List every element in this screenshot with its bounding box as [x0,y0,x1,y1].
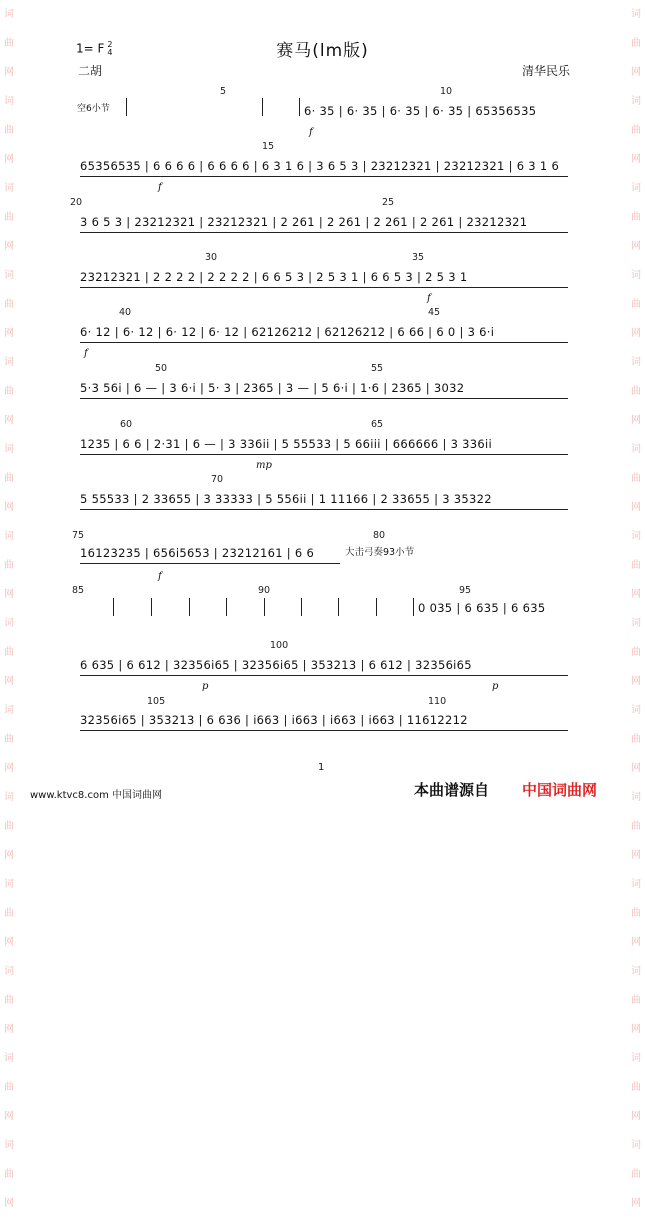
page-number: 1 [318,762,325,773]
measure-number: 15 [262,141,275,152]
notation-row [80,215,568,232]
notation-text: 1235 | 6 6 | 2·31 | 6 — | 3 336ii | 5 55533 | 5 66iii | 666666 | 3 336ii [80,437,492,451]
measure-number: 110 [428,696,447,707]
measure-number: 75 [72,530,85,541]
measure-number: 55 [371,363,384,374]
measure-number: 20 [70,197,83,208]
beam-line [80,342,568,343]
watermark-left: 词曲网词曲网词曲网词曲网词曲网词曲网词曲网词曲网词曲网词曲网词曲网词曲网词曲网词曲网 [4,9,14,1209]
measure-number: 100 [270,640,289,651]
measure-number: 105 [147,696,166,707]
barline [376,598,377,616]
time-signature [107,41,112,57]
beam-line [80,287,568,288]
notation-text: 6· 12 | 6· 12 | 6· 12 | 6· 12 | 62126212 | 62126212 | 6 66 | 6 0 | 3 6·i [80,325,495,339]
watermark-right: 词曲网词曲网词曲网词曲网词曲网词曲网词曲网词曲网词曲网词曲网词曲网词曲网词曲网词曲网 [631,9,641,1209]
beam-line [80,563,340,564]
notation-row [418,601,568,618]
annotation-note: 大击弓奏93小节 [345,547,415,558]
dynamic-mark: f [427,293,431,304]
footer-source: 本曲谱源自 [414,781,490,799]
notation-row [80,658,568,675]
measure-number: 35 [412,252,425,263]
notation-row [80,325,568,342]
measure-number: 95 [459,585,472,596]
measure-number: 85 [72,585,85,596]
barline [413,598,414,616]
measure-number: 40 [119,307,132,318]
barline [264,598,265,616]
notation-text: 5·3 56i | 6 — | 3 6·i | 5· 3 | 2365 | 3 — | 5 6·i | 1·6 | 2365 | 3032 [80,381,465,395]
measure-number: 80 [373,530,386,541]
instrument-label: 二胡 [78,64,103,78]
footer-site: www.ktvc8.com 中国词曲网 [30,790,163,801]
notation-row [80,713,568,730]
barline [299,98,300,116]
dynamic-mark: p [202,681,209,692]
barline [262,98,263,116]
measure-number: 70 [211,474,224,485]
beam-line [80,730,568,731]
key-signature [76,41,113,57]
key-label: 1= F [76,41,105,56]
composer-label: 清华民乐 [522,64,571,78]
dynamic-mark: f [84,348,88,359]
barline [338,598,339,616]
measure-number: 45 [428,307,441,318]
notation-text: 16123235 | 656i5653 | 23212161 | 6 6 [80,546,315,560]
rest-label: 空6小节 [77,104,110,114]
barline [113,598,114,616]
measure-number: 90 [258,585,271,596]
time-bottom: 4 [107,48,113,57]
notation-text: 23212321 | 2 2 2 2 | 2 2 2 2 | 6 6 5 3 | 2 5 3 1 | 6 6 5 3 | 2 5 3 1 [80,270,468,284]
dynamic-mark: f [158,182,162,193]
beam-line [80,509,568,510]
notation-text: 6· 35 | 6· 35 | 6· 35 | 6· 35 | 65356535 [304,104,537,118]
measure-number: 25 [382,197,395,208]
measure-number: 60 [120,419,133,430]
measure-number: 5 [220,86,227,97]
measure-number: 50 [155,363,168,374]
notation-row [80,492,568,509]
beam-line [80,454,568,455]
notation-text: 0 035 | 6 635 | 6 635 [418,601,546,615]
time-top: 2 [107,40,113,49]
notation-text: 3 6 5 3 | 23212321 | 23212321 | 2 261 | 2 261 | 2 261 | 2 261 | 23212321 [80,215,528,229]
notation-text: 6 635 | 6 612 | 32356i65 | 32356i65 | 353213 | 6 612 | 32356i65 [80,658,472,672]
beam-line [80,232,568,233]
notation-row [80,437,568,454]
score-title: 赛马(lm版) [276,41,369,61]
barline [126,98,127,116]
dynamic-mark: mp [256,460,272,471]
beam-line [80,176,568,177]
barline [226,598,227,616]
notation-row [304,104,568,121]
barline [301,598,302,616]
barline [151,598,152,616]
dynamic-mark: f [158,571,162,582]
dynamic-mark: f [309,127,313,138]
dynamic-mark: p [492,681,499,692]
notation-text: 32356i65 | 353213 | 6 636 | i663 | i663 | i663 | i663 | 11612212 [80,713,468,727]
notation-text: 65356535 | 6 6 6 6 | 6 6 6 6 | 6 3 1 6 | 3 6 5 3 | 23212321 | 23212321 | 6 3 1 6 [80,159,560,173]
notation-text: 5 55533 | 2 33655 | 3 33333 | 5 556ii | 1 11166 | 2 33655 | 3 35322 [80,492,492,506]
notation-row [80,546,340,563]
measure-number: 65 [371,419,384,430]
notation-row [80,381,568,398]
measure-number: 10 [440,86,453,97]
measure-number: 30 [205,252,218,263]
beam-line [80,675,568,676]
notation-row [80,159,568,176]
barline [189,598,190,616]
footer-brand: 中国词曲网 [522,781,598,799]
notation-row [80,270,568,287]
beam-line [80,398,568,399]
